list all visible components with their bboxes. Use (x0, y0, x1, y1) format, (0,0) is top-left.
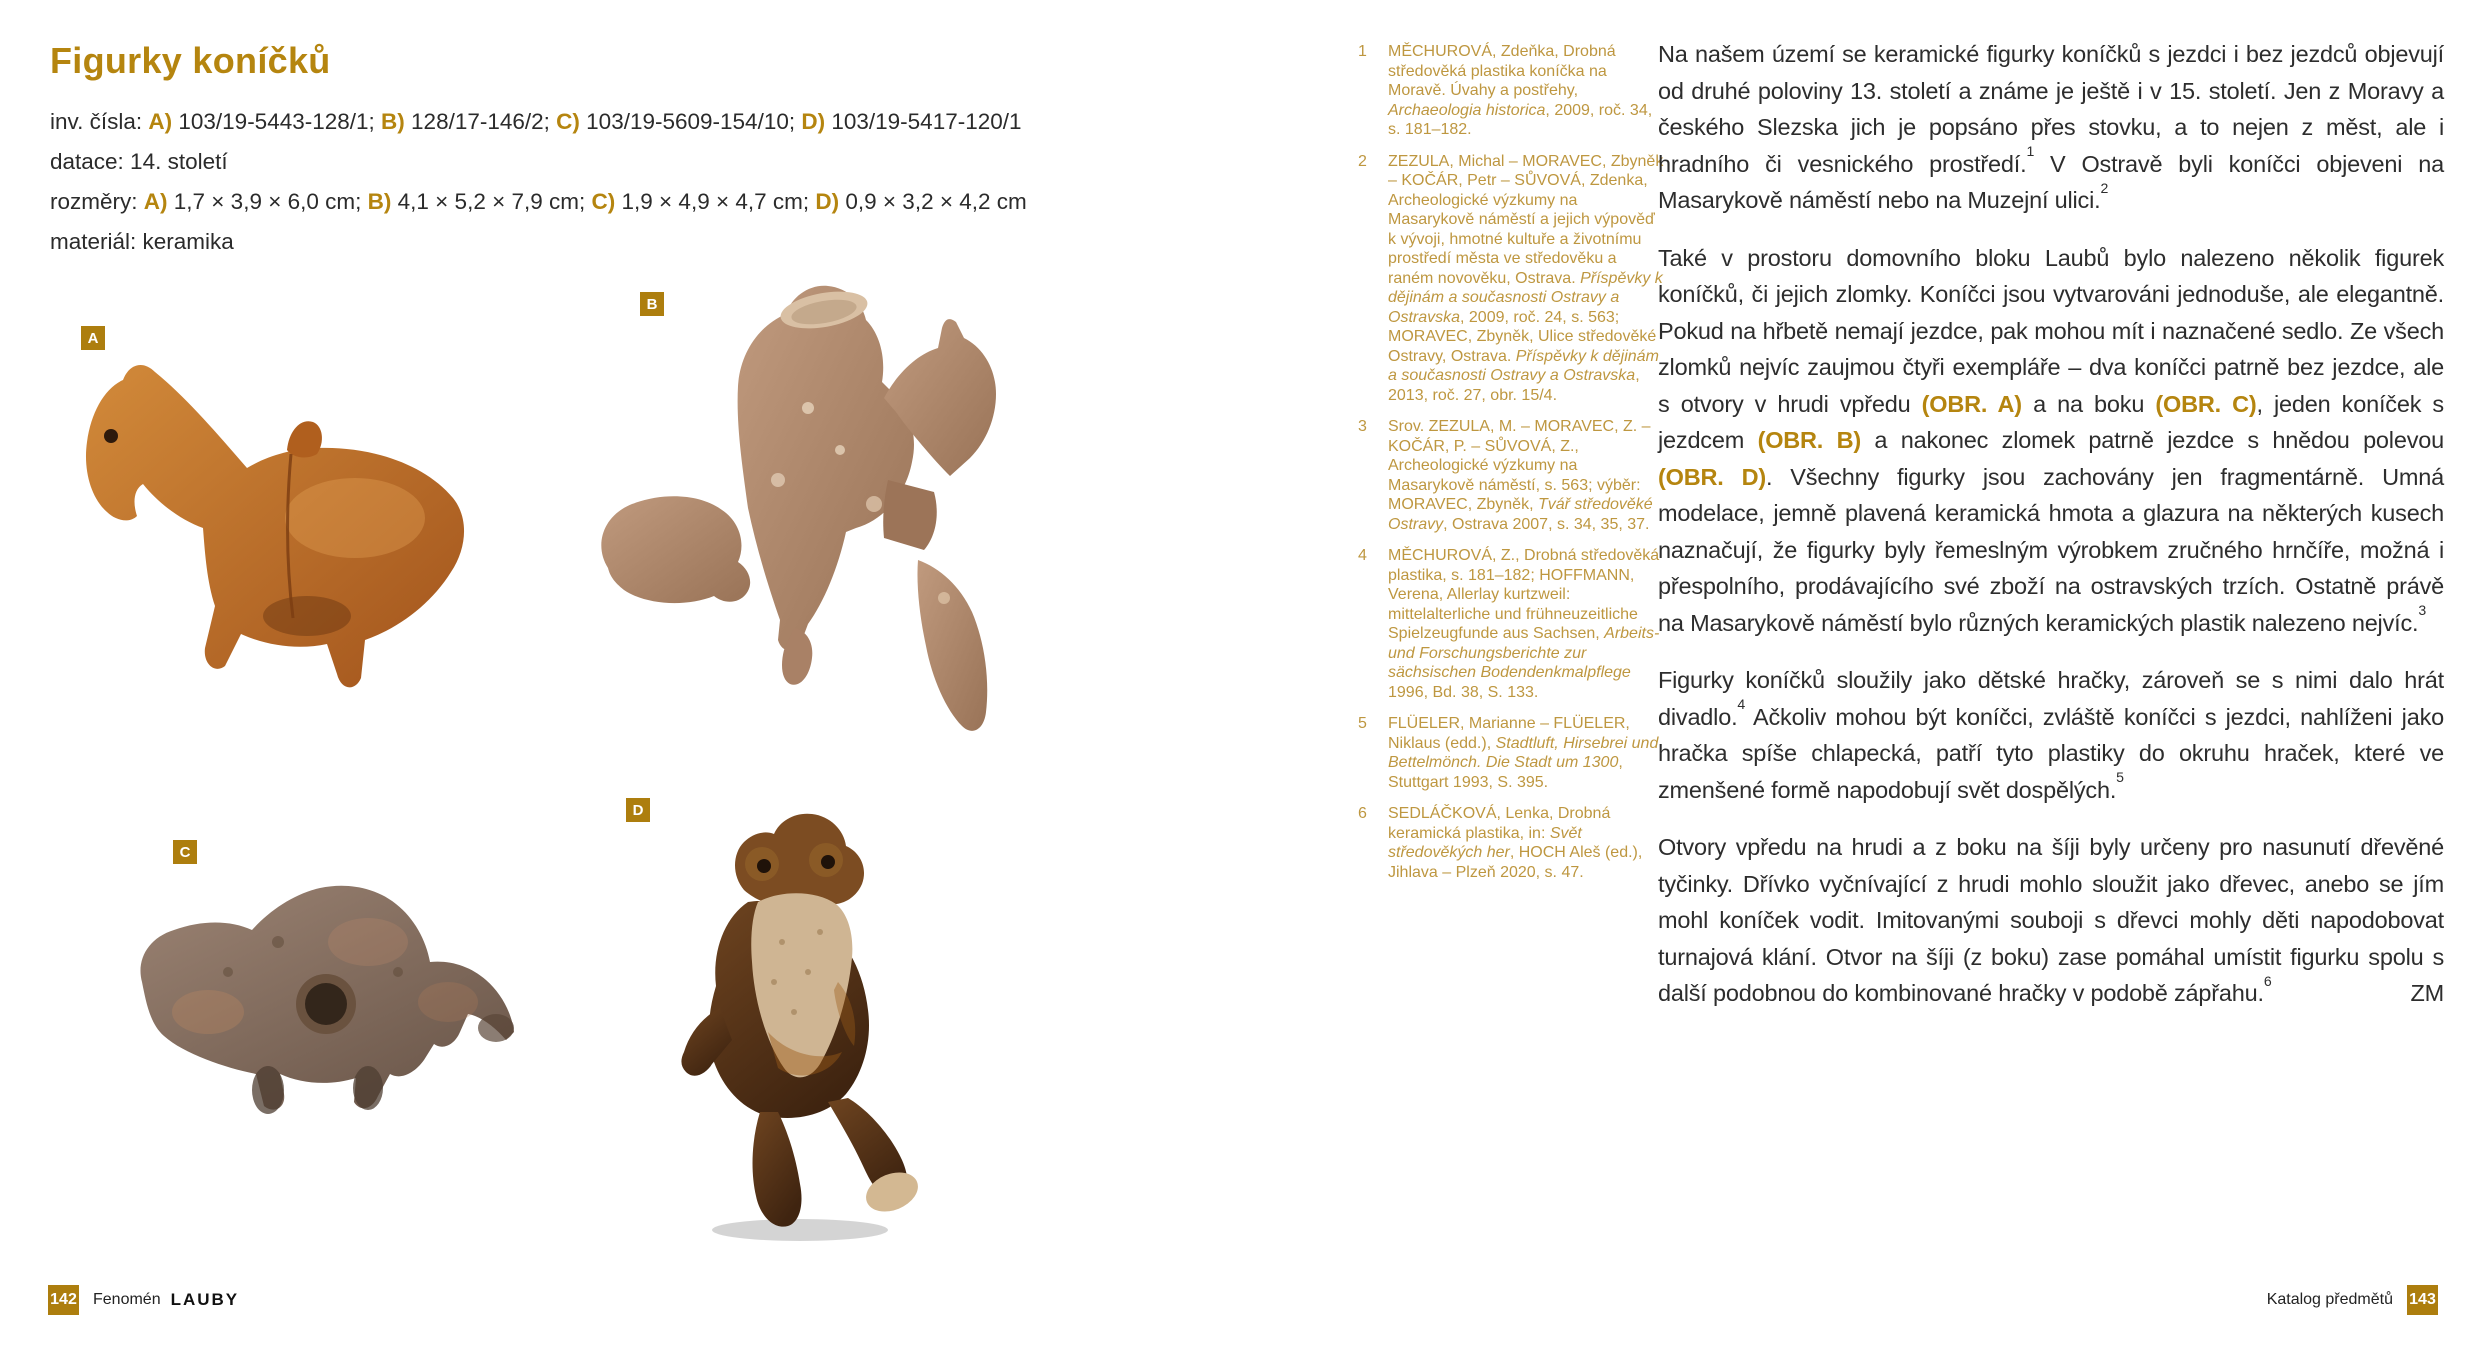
footnote-text: SEDLÁČKOVÁ, Lenka, Drobná keramická plastika, in: Svět středověkých her, HOCH Aleš (ed.), Jihlava – Plzeň 2020, s. 47. (1388, 805, 1643, 881)
meta-dating: datace: 14. století (50, 149, 228, 174)
figure-label-c: C (173, 840, 197, 864)
meta-dimensions: rozměry: A) 1,7 × 3,9 × 6,0 cm; B) 4,1 × 5,2 × 7,9 cm; C) 1,9 × 4,9 × 4,7 cm; D) 0,9 × 3,2 × 4,2 cm (50, 189, 1027, 214)
footnote-text: ZEZULA, Michal – MORAVEC, Zbyněk – KOČÁR, Petr – SŮVOVÁ, Zdenka, Archeologické výzkumy na Masarykově náměstí a jejich výpověď k vývoji, hmotné kultuře a životnímu prostředí města ve středověku a raném novověku, Ostrava. Příspěvky k dějinám a současnosti Ostravy a Ostravska, 2009, roč. 24, s. 563; MORAVEC, Zbyněk, Ulice středověké Ostravy, Ostrava. Příspěvky k dějinám a současnosti Ostravy a Ostravska, 2013, roč. 27, obr. 15/4. (1388, 152, 1664, 404)
paragraph-4-text: Otvory vpředu na hrudi a z boku na šíji byly určeny pro nasunutí dřevěné tyčinky. Dřívko vyčnívající z hrudi mohlo sloužit jako dřevec, anebo se jím mohl koníček vodit. Imitovanými souboji s dřevci mohly děti napodobovat turnajová klání. Otvor na šíji (z boku) zase pomáhal umístit figurku spolu s další podobnou do kombinované hračky v podobě zápřahu.$^6$ (1658, 834, 2444, 1006)
figurine-c-rosy-patch (172, 990, 244, 1034)
footnote-number: 5 (1358, 715, 1367, 732)
figurine-c-photo (118, 852, 543, 1130)
footnote-1 (1358, 42, 1666, 140)
footnote-number: 4 (1358, 547, 1367, 564)
figure-label-d: D (626, 798, 650, 822)
figurine-b-photo (588, 268, 1018, 748)
footer-series-label: Fenomén (93, 1291, 161, 1308)
paragraph-4 (1658, 829, 2444, 1012)
figurine-a-belly-shadow (263, 596, 351, 636)
footer-section-label: Katalog předmětů (2266, 1291, 2393, 1308)
lauby-logo: LAUBY (170, 1290, 240, 1309)
figurine-b-speckle (835, 445, 845, 455)
footnote-number: 6 (1358, 805, 1367, 822)
figurine-c-rosy-patch (328, 918, 408, 966)
footnote-text: MĚCHUROVÁ, Zdeňka, Drobná středověká plastika koníčka na Moravě. Úvahy a postřehy, Archaeologia historica, 2009, roč. 34, s. 181–182. (1388, 43, 1653, 138)
footnote-number: 1 (1358, 43, 1367, 60)
figure-d (632, 801, 963, 1247)
figurine-b-torso (738, 286, 914, 651)
figure-c (118, 843, 543, 1130)
footnote-3 (1358, 417, 1666, 534)
figurine-c-hole (305, 983, 347, 1025)
author-initials: ZM (2410, 980, 2444, 1006)
figurine-d-speckle (805, 969, 811, 975)
figurine-b-speckle (938, 592, 950, 604)
figurine-a-photo (55, 358, 485, 708)
figure-label-b: B (640, 292, 664, 316)
footnote-text: Srov. ZEZULA, M. – MORAVEC, Z. – KOČÁR, P. – SŮVOVÁ, Z., Archeologické výzkumy na Masarykově náměstí, s. 563; výběr: MORAVEC, Zbyněk, Tvář středověké Ostravy, Ostrava 2007, s. 34, 35, 37. (1388, 418, 1653, 533)
footnote-5 (1358, 714, 1666, 792)
figurine-a-saddle-knob (287, 421, 322, 457)
figurine-a-eye-hole (104, 429, 118, 443)
figurine-b-front-leg (917, 560, 987, 731)
figurine-b-rider-leg (883, 480, 937, 550)
meta-inventory-numbers: inv. čísla: A) 103/19-5443-128/1; B) 128/17-146/2; C) 103/19-5609-154/10; D) 103/19-5417-120/1 (50, 109, 1022, 134)
figurine-d-speckle (779, 939, 785, 945)
figure-b (588, 268, 1018, 748)
figurine-d-photo (648, 802, 963, 1247)
figurine-c-dark-leg (252, 1066, 284, 1114)
main-text-column (1658, 36, 2444, 1033)
footnote-2 (1358, 152, 1666, 406)
footer-right (2267, 1285, 2438, 1315)
footnote-number: 3 (1358, 418, 1367, 435)
figurine-b-speckle (866, 496, 882, 512)
paragraph-1: Na našem území se keramické figurky koníčků s jezdci i bez jezdců objevují od druhé poloviny 13. století a známe je ještě i v 15. století. Jen z Moravy a českého Slezska jich je popsáno přes stovku, a to nejen z měst, ale i hradního či vesnického prostředí.$^1$ V Ostravě byli koníčci objeveni na Masarykově náměstí nebo na Muzejní ulici.$^2$ (1658, 41, 2444, 213)
figurine-d-left-leg (753, 1112, 802, 1227)
footnote-number: 2 (1358, 152, 1367, 170)
figurine-d-pupil-left (757, 859, 771, 873)
footnote-text: FLÜELER, Marianne – FLÜELER, Niklaus (edd.), Stadtluft, Hirsebrei und Bettelmönch. Die Stadt um 1300, Stuttgart 1993, S. 395. (1388, 715, 1659, 791)
footnote-4 (1358, 546, 1666, 702)
figurine-d-speckle (771, 979, 777, 985)
figurine-c-texture-dot (393, 967, 403, 977)
figure-a (55, 329, 485, 708)
page-number-left: 142 (48, 1285, 79, 1315)
figurine-d-speckle (817, 929, 823, 935)
figurine-c-texture-dot (272, 936, 284, 948)
figurine-b-speckle (802, 402, 814, 414)
figure-label-a: A (81, 326, 105, 350)
meta-material: materiál: keramika (50, 229, 234, 254)
paragraph-2: Také v prostoru domovního bloku Laubů bylo nalezeno několik figurek koníčků, či jejich zlomky. Koníčci jsou vytvarováni jednoduše, ale elegantně. Pokud na hřbetě nemají jezdce, pak mohou mít i naznačené sedlo. Ze všech zlomků nejvíc zaujmou čtyři exempláře – dva koníčci patrně bez jezdce, ale s otvory v hrudi vpředu (OBR. A) a na boku (OBR. C), jeden koníček s jezdcem (OBR. B) a nakonec zlomek patrně jezdce s hnědou polevou (OBR. D). Všechny figurky jsou zachovány jen fragmentárně. Umná modelace, jemně plavená keramická hmota a glazura na některých kusech naznačují, že figurky byly řemeslným výrobkem zručného hrnčíře, možná i přespolního, prodávajícího své zboží na ostravských trzích. Ostatně právě na Masarykově náměstí bylo různých keramických plastik nalezeno nejvíc.$^3$ (1658, 244, 2444, 636)
figurine-d-shadow (712, 1219, 888, 1241)
figurine-c-rosy-patch (418, 982, 478, 1022)
figurine-c-dark-muzzle (478, 1014, 514, 1042)
page-number-right: 143 (2407, 1285, 2438, 1315)
figurine-d-pupil-right (821, 855, 835, 869)
figurine-b-speckle (771, 473, 785, 487)
footnote-text: MĚCHUROVÁ, Z., Drobná středověká plastika, s. 181–182; HOFFMANN, Verena, Allerlay kurtzweil: mittelalterliche und frühneuzeitliche Spielzeugfunde aus Sachsen, Arbeits- und Forschungsberichte zur sächsischen Bodendenkmalpflege 1996, Bd. 38, S. 133. (1388, 547, 1660, 701)
footnote-6 (1358, 804, 1666, 882)
footnotes-column (1358, 42, 1666, 894)
figurine-c-dark-leg (353, 1066, 383, 1110)
figurine-b-rear (601, 496, 750, 603)
footer-left (48, 1285, 239, 1315)
figurine-d-speckle (791, 1009, 797, 1015)
figurine-a-highlight (285, 478, 425, 558)
paragraph-3: Figurky koníčků sloužily jako dětské hračky, zároveň se s nimi dalo hrát divadlo.$^4$ Ačkoliv mohou být koníčci, zvláště koníčci s jezdci, nahlíženi jako hračka spíše chlapecká, patří tyto plastiky do okruhu hraček, které ve zmenšené formě napodobují svět dospělých.$^5$ (1658, 667, 2444, 803)
page-title: Figurky koníčků (50, 40, 331, 81)
object-metadata (50, 102, 1200, 262)
figurine-c-texture-dot (223, 967, 233, 977)
